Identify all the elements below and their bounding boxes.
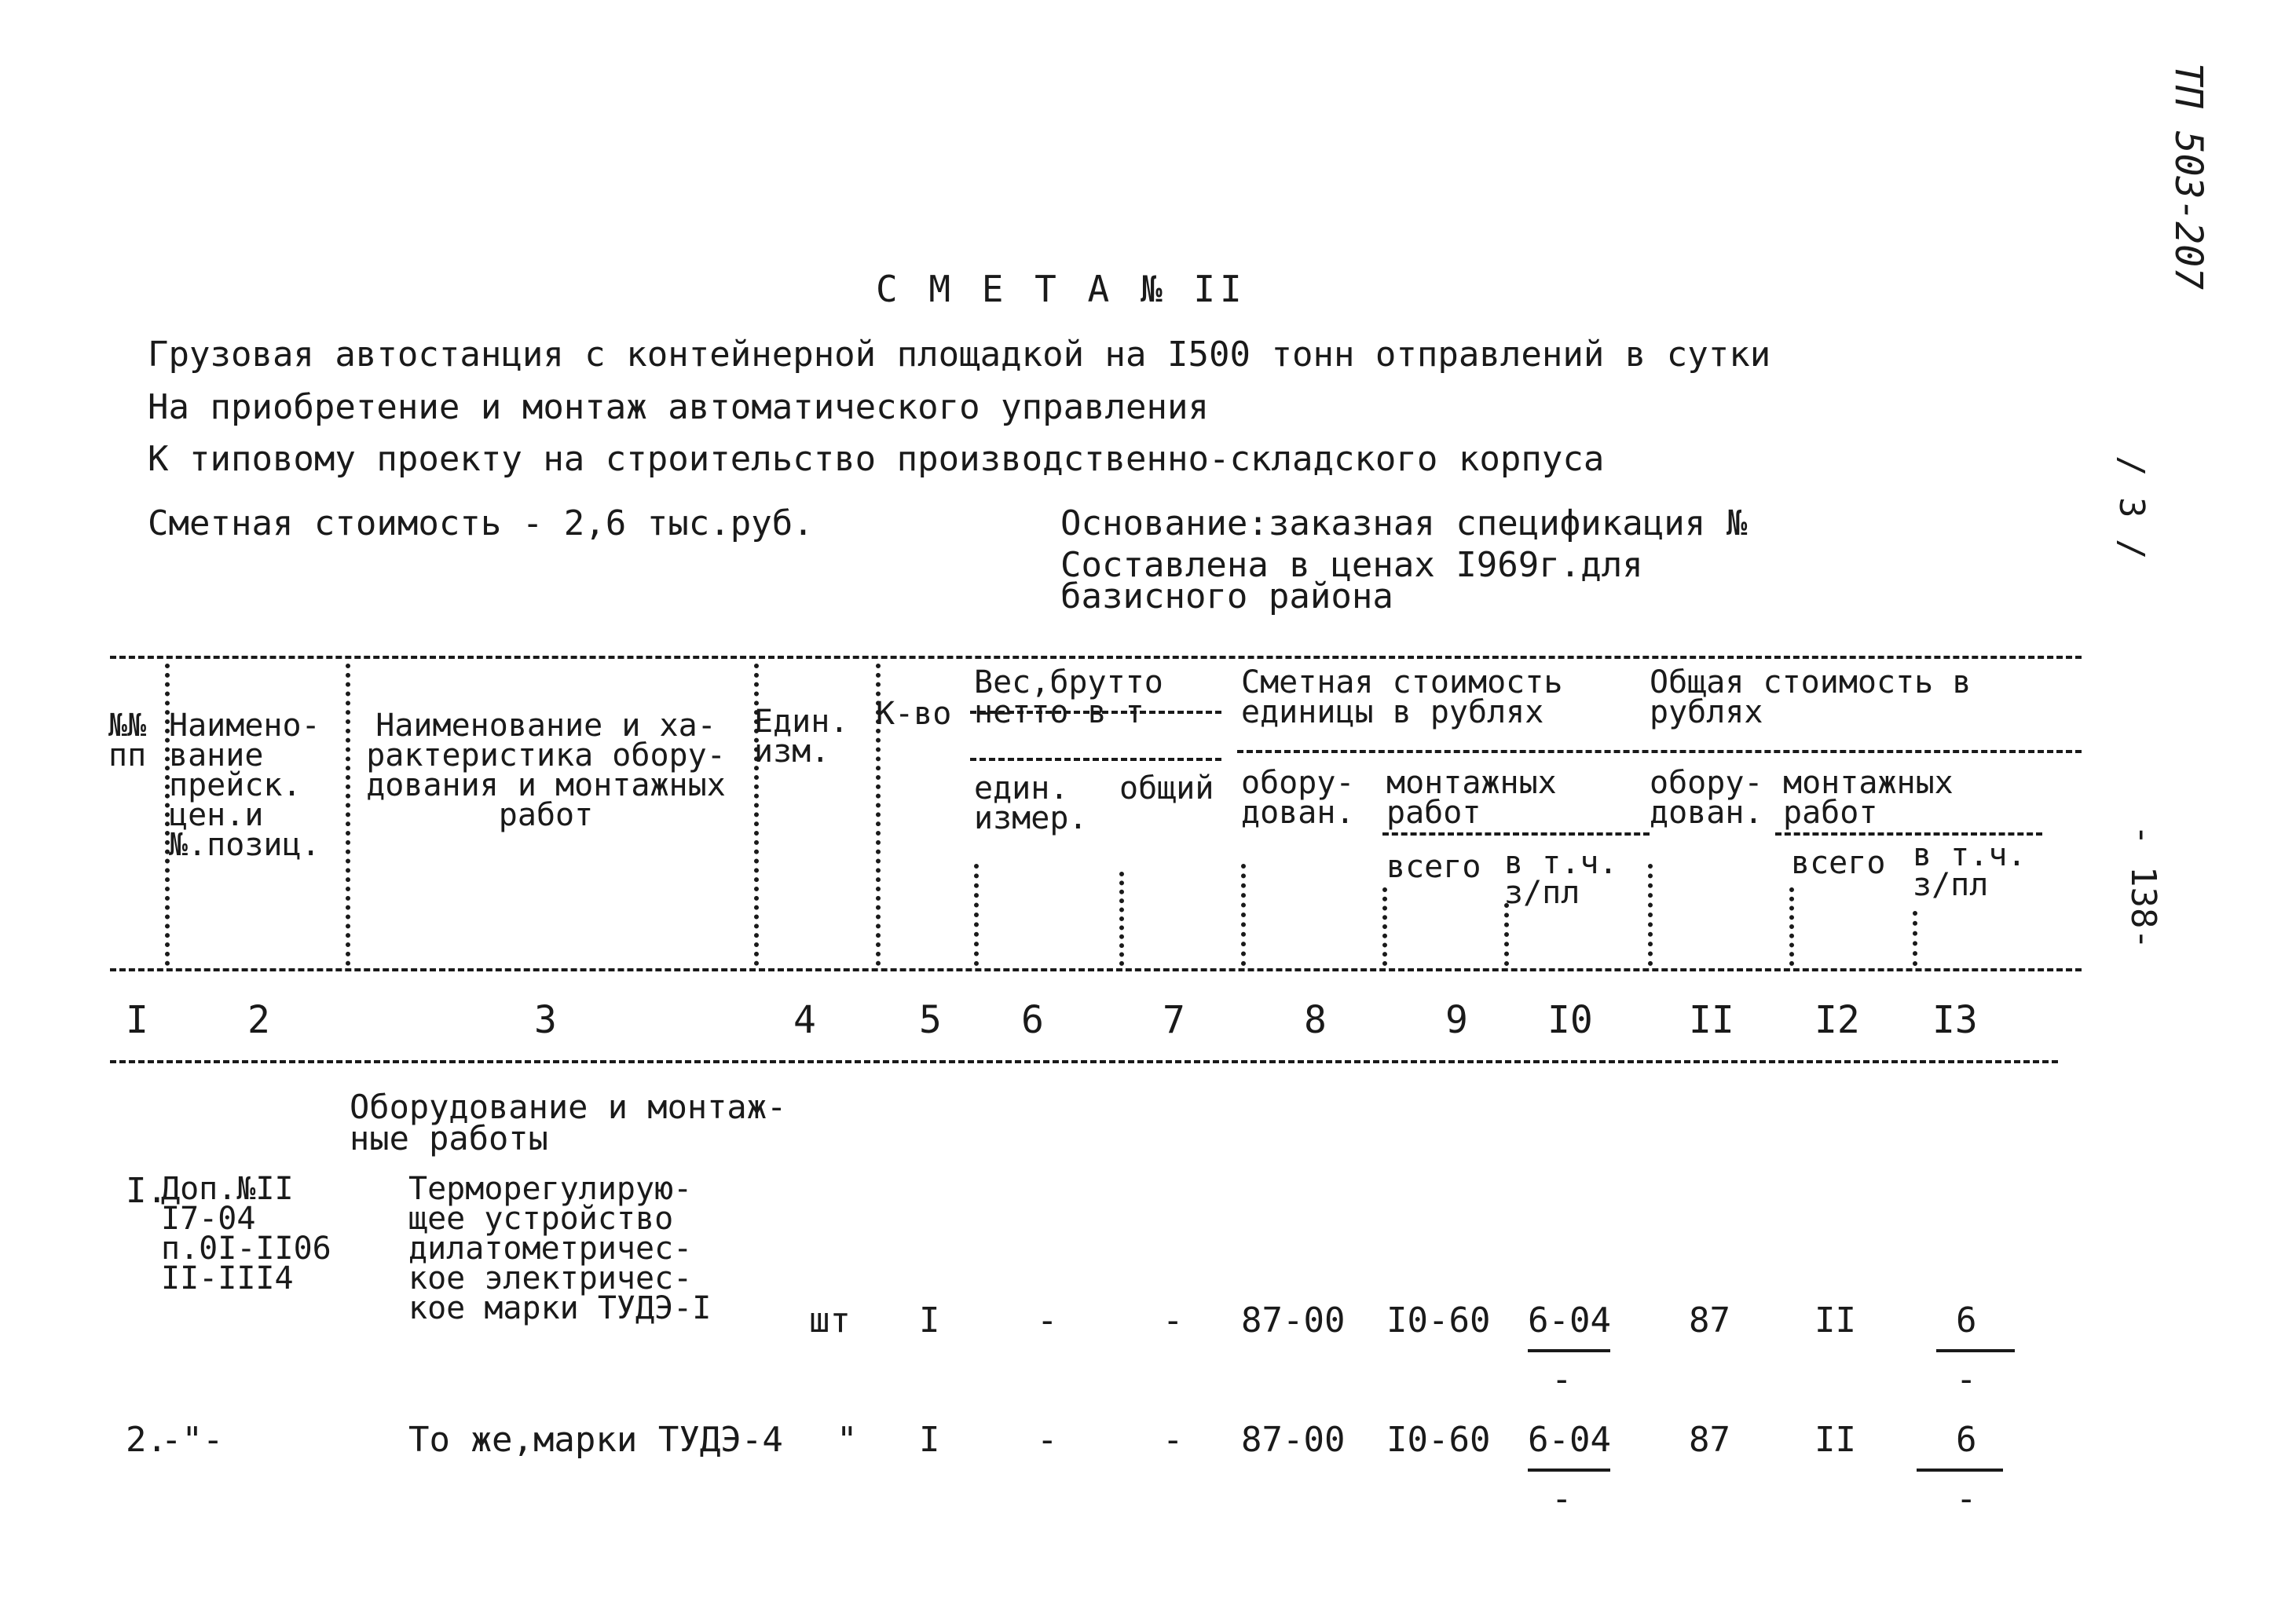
row2-total-all: II (1814, 1420, 1856, 1460)
colnum-6: 6 (1021, 998, 1044, 1042)
weight-rule-2 (970, 758, 1221, 761)
row1-total-wage-underline (1936, 1349, 2015, 1352)
header-unit-equipment: обору- дован. (1241, 765, 1355, 831)
header-weight-unit: един. измер. (974, 770, 1088, 836)
colnum-11: II (1689, 998, 1734, 1042)
header-number: №№ пп (108, 708, 147, 774)
subtitle-3: К типовому проекту на строительство производственно-складского корпуса (148, 439, 1605, 479)
cost-rule-1 (1237, 750, 2082, 753)
colnum-12: I2 (1814, 998, 1860, 1042)
header-total-cost: Общая стоимость в рублях (1650, 664, 1972, 730)
col-sep-8 (1382, 887, 1387, 966)
row1-price-code: Доп.№II I7-04 п.0I-II06 II-III4 (161, 1171, 331, 1297)
colnum-1: I (126, 998, 148, 1042)
header-quantity: К-во (876, 696, 952, 732)
col-sep-11 (1789, 887, 1794, 966)
header-unit-wage: в т.ч. з/пл (1504, 845, 1618, 911)
colnum-2: 2 (247, 998, 270, 1042)
row1-wage-sub: - (1551, 1359, 1573, 1399)
header-total-mounting: монтажных работ (1783, 765, 1954, 831)
col-sep-5 (974, 864, 979, 966)
cost-rule-3 (1775, 832, 2042, 836)
table-top-rule (110, 656, 2082, 659)
estimated-cost: Сметная стоимость - 2,6 тыс.руб. (148, 503, 814, 543)
row2-unit-all: I0-60 (1386, 1420, 1491, 1460)
row1-number: I. (126, 1171, 167, 1211)
row2-total-equipment: 87 (1689, 1420, 1730, 1460)
row2-weight-unit: - (1037, 1420, 1058, 1460)
row1-equipment-name: Терморегулирую- щее устройство дилатометричес- кое электричес- кое марки ТУДЭ-I (408, 1171, 712, 1326)
row2-equipment-name: То же,марки ТУДЭ-4 (408, 1420, 783, 1460)
row1-total-all: II (1814, 1300, 1856, 1341)
numbers-bottom-rule (110, 1060, 2058, 1063)
col-sep-7 (1241, 864, 1246, 966)
basis-line-3: базисного района (1060, 576, 1393, 616)
page-number: - 138- (2123, 825, 2163, 949)
document-title: С М Е Т А № II (876, 268, 1247, 310)
colnum-8: 8 (1304, 998, 1327, 1042)
row2-wage-underline (1528, 1469, 1610, 1472)
header-total-equipment: обору- дован. (1650, 765, 1763, 831)
row1-unit-wage: 6-04 (1528, 1300, 1611, 1341)
header-unit-mounting: монтажных работ (1386, 765, 1557, 831)
row1-wage-underline (1528, 1349, 1610, 1352)
colnum-13: I3 (1932, 998, 1978, 1042)
col-sep-9 (1504, 903, 1509, 966)
row2-wage-sub: - (1551, 1479, 1573, 1519)
row2-total-wage-sub: - (1956, 1479, 1977, 1519)
row2-weight-total: - (1163, 1420, 1184, 1460)
subtitle-2: На приобретение и монтаж автоматического управления (148, 387, 1210, 427)
header-bottom-rule (110, 968, 2082, 971)
row1-quantity: I (919, 1300, 940, 1341)
header-unit-cost: Сметная стоимость единицы в рублях (1241, 664, 1563, 730)
row2-total-wage-underline (1917, 1469, 2003, 1472)
colnum-5: 5 (919, 998, 942, 1042)
header-weight-total: общий (1119, 770, 1214, 807)
row2-number: 2. (126, 1420, 167, 1460)
row1-unit-equipment: 87-00 (1241, 1300, 1346, 1341)
row2-unit-wage: 6-04 (1528, 1420, 1611, 1460)
colnum-10: I0 (1547, 998, 1593, 1042)
basis-line-2: Составлена в ценах I969г.для (1060, 545, 1643, 585)
row2-quantity: I (919, 1420, 940, 1460)
row2-total-wage: 6 (1956, 1420, 1977, 1460)
colnum-7: 7 (1163, 998, 1185, 1042)
header-total-wage: в т.ч. з/пл (1913, 837, 2027, 903)
margin-code: ТП 503-207 (2166, 63, 2210, 290)
col-sep-10 (1648, 864, 1653, 966)
header-weight: Вес,брутто нетто в т (974, 664, 1163, 730)
row1-weight-total: - (1163, 1300, 1184, 1341)
cost-rule-2 (1382, 832, 1650, 836)
row2-unit: " (837, 1420, 858, 1460)
header-unit-all: всего (1386, 849, 1481, 885)
col-sep-12 (1913, 911, 1917, 966)
header-equipment-name: Наименование и ха- рактеристика обору- дования и монтажных работ (366, 708, 726, 833)
margin-mark: / 3 / (2111, 455, 2151, 560)
row1-weight-unit: - (1037, 1300, 1058, 1341)
row2-price-code: -"- (161, 1420, 224, 1460)
colnum-3: 3 (534, 998, 557, 1042)
colnum-9: 9 (1445, 998, 1468, 1042)
header-total-all: всего (1791, 845, 1886, 881)
row1-total-wage-sub: - (1956, 1359, 1977, 1399)
row1-total-wage: 6 (1956, 1300, 1977, 1341)
header-unit: Един. изм. (754, 704, 849, 770)
row1-unit-all: I0-60 (1386, 1300, 1491, 1341)
basis-line-1: Основание:заказная спецификация № (1060, 503, 1748, 543)
col-sep-6 (1119, 872, 1124, 966)
subtitle-1: Грузовая автостанция с контейнерной площадкой на I500 тонн отправлений в сутки (148, 335, 1771, 375)
row2-unit-equipment: 87-00 (1241, 1420, 1346, 1460)
section-title: Оборудование и монтаж- ные работы (350, 1088, 787, 1158)
colnum-4: 4 (793, 998, 816, 1042)
header-price-list: Наимено- вание прейск. цен.и №.позиц. (169, 708, 320, 863)
row1-unit: шт (809, 1300, 851, 1341)
row1-total-equipment: 87 (1689, 1300, 1730, 1341)
